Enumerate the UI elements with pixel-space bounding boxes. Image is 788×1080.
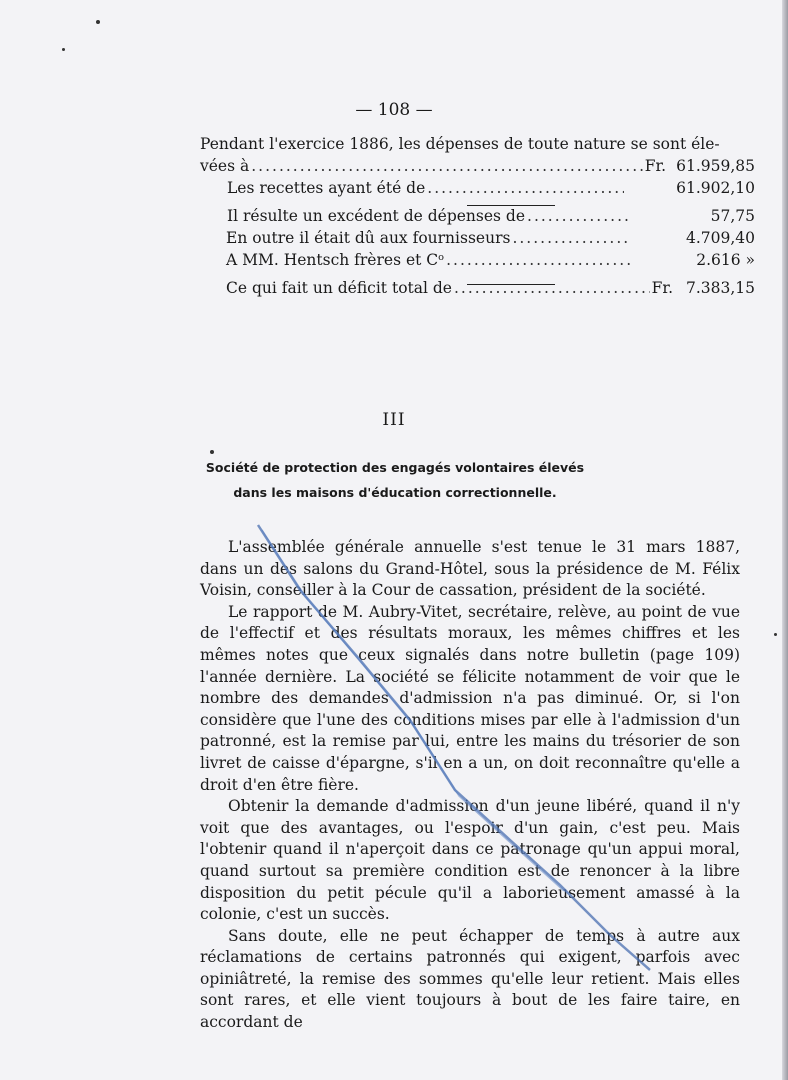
paragraph: Le rapport de M. Aubry-Vitet, secrétaire, relève, au point de vue de l'effectif et des résultats moraux, les mêmes chiffres et les mêmes notes que ceux signalés dans notre bulletin (page 109) l'année dernière. La société se félicite notamment de voir que le nombre des demandes d'admission n'a pas diminué. Or, si l'on considère que l'une des conditions mises par elle à l'admission d'un patronné, est la remise par lui, entre les mains du trésorier de son livret de caisse d'épargne, s'il en a un, on doit reconnaître qu'elle a droit d'en être fière.	[200, 602, 740, 794]
account-amount: 4.709,40	[685, 229, 755, 247]
account-line	[200, 227, 755, 249]
account-amount: 2.616 »	[696, 251, 755, 269]
body-text	[200, 537, 740, 1034]
account-line	[200, 205, 755, 227]
account-amount: 7.383,15	[685, 279, 755, 297]
leader-dots	[251, 155, 642, 177]
currency: Fr.	[651, 279, 673, 297]
sum-rule	[467, 205, 555, 206]
paragraph: Sans doute, elle ne peut échapper de temps à autre aux réclamations de certains patronnés qui exigent, parfois avec opiniâtreté, la remise des sommes qu'elle leur retient. Mais elles sont rares, et elle vient toujours à bout de les faire taire, en accordant de	[200, 926, 740, 1032]
accounts-table	[200, 133, 755, 299]
account-line	[200, 155, 755, 177]
page-number: — 108 —	[355, 100, 433, 120]
paragraph: L'assemblée générale annuelle s'est tenue le 31 mars 1887, dans un des salons du Grand-Hôtel, sous la présidence de M. Félix Voisin, conseiller à la Cour de cassation, président de la société.	[200, 538, 740, 600]
currency: Fr.	[644, 157, 667, 175]
leader-dots	[527, 205, 631, 227]
ink-speck	[210, 450, 214, 454]
account-amount: 61.959,85	[676, 157, 755, 175]
account-line	[200, 177, 755, 199]
section-heading-line2: dans les maisons d'éducation correctionnelle.	[233, 485, 557, 500]
page-edge-shadow	[782, 0, 788, 1080]
account-line	[200, 249, 755, 271]
account-line	[200, 277, 755, 299]
leader-dots	[446, 249, 631, 271]
account-label: Ce qui fait un déficit total de	[226, 279, 452, 297]
account-label: vées à	[200, 157, 250, 175]
leader-dots	[427, 177, 624, 199]
account-amount: 61.902,10	[676, 179, 755, 197]
ink-speck	[774, 633, 777, 636]
sum-rule	[467, 284, 555, 285]
account-label: A MM. Hentsch frères et Cᵒ	[226, 251, 445, 269]
account-label: En outre il était dû aux fournisseurs	[226, 229, 511, 247]
account-label: Les recettes ayant été de	[227, 179, 426, 197]
accounts-intro: Pendant l'exercice 1886, les dépenses de toute nature se sont éle-	[200, 135, 720, 153]
account-amount: 57,75	[710, 207, 755, 225]
section-number: III	[382, 410, 406, 430]
leader-dots	[454, 277, 650, 299]
ink-speck	[96, 20, 100, 24]
leader-dots	[512, 227, 631, 249]
paragraph: Obtenir la demande d'admission d'un jeune libéré, quand il n'y voit que des avantages, ou l'espoir d'un gain, c'est peu. Mais l'obtenir quand il n'aperçoit dans ce patronage qu'un appui moral, quand surtout sa première condition est de renoncer à la libre disposition du petit pécule qu'il a laborieusement amassé à la colonie, c'est un succès.	[200, 797, 740, 924]
account-label: Il résulte un excédent de dépenses de	[227, 207, 526, 225]
ink-speck	[62, 48, 65, 51]
section-heading-line1: Société de protection des engagés volontaires élevés	[205, 460, 585, 475]
